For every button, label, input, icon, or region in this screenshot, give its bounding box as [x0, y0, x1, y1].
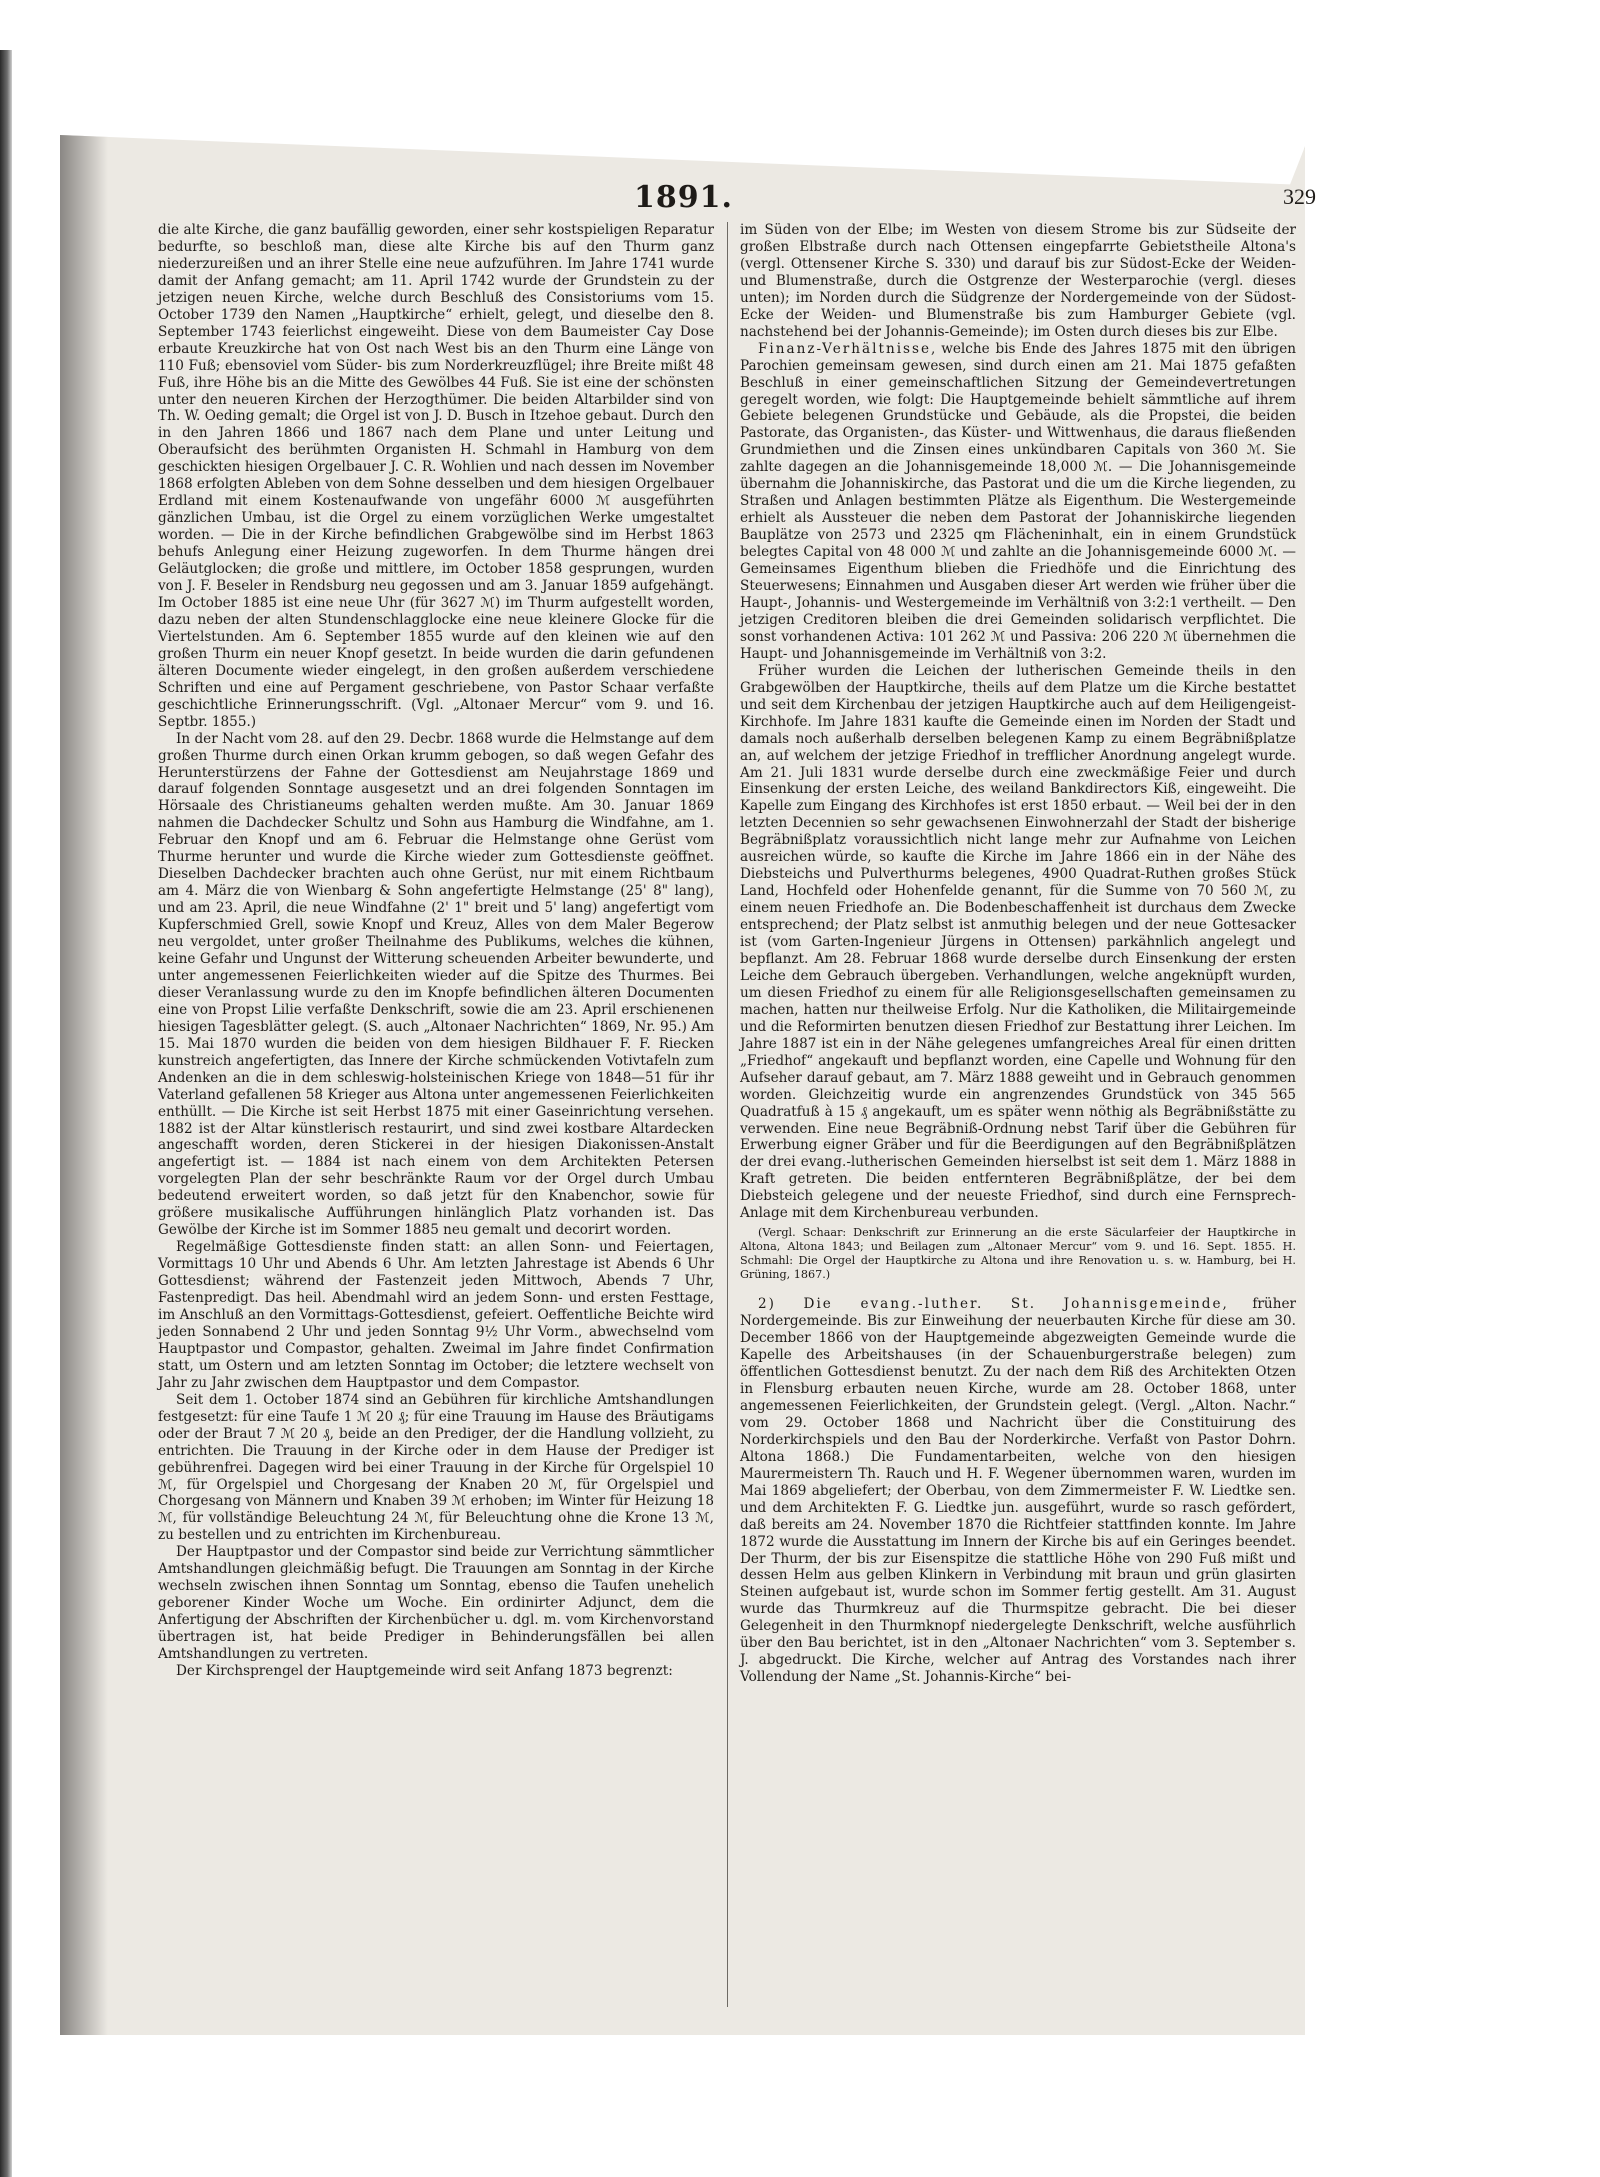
finance-heading: Finanz-Verhältnisse — [758, 340, 932, 357]
paragraph: die alte Kirche, die ganz baufällig geworden, einer sehr kostspieligen Reparatur bedurfte, so beschloß man, diese alte Kirche bis auf den Thurm ganz niederzureißen und an ihrer Stelle eine neue aufzuführen. Im Jahre 1741 wurde damit der Anfang gemacht; am 11. April 1742 wurde der Grundstein zu der jetzigen neuen Kirche, welche durch Beschluß des Consistoriums vom 15. October 1739 den Namen „Hauptkirche“ erhielt, gelegt, und dieselbe den 8. September 1743 feierlichst eingeweiht. Diese von dem Baumeister Cay Dose erbaute Kreuzkirche hat von Ost nach West bis an den Thurm eine Länge von 110 Fuß; ebensoviel vom Süder- bis zum Norderkreuzflügel; ihre Breite mißt 48 Fuß, ihre Höhe bis an die Mitte des Gewölbes 44 Fuß. Sie ist eine der schönsten unter den neueren Kirchen der Herzogthümer. Die beiden Altarbilder sind von Th. W. Oeding gemalt; die Orgel ist von J. D. Busch in Itzehoe gebaut. Durch den in den Jahren 1866 und 1867 nach dem Plane und unter Leitung und Oberaufsicht des berühmten Organisten H. Schmahl in Hamburg von dem geschickten hiesigen Orgelbauer J. C. R. Wohlien und nach dessen im November 1868 erfolgten Ableben von dem Sohne desselben und dem hiesigen Orgelbauer Erdland mit einem Kostenaufwande von ungefähr 6000 ℳ ausgeführten gänzlichen Umbau, ist die Orgel zu einem vorzüglichen Werke umgestaltet worden. — Die in der Kirche befindlichen Grabgewölbe sind im Herbst 1863 behufs Anlegung einer Heizung zugeworfen. In dem Thurme hängen drei Geläutglocken; die große und mittlere, im October 1858 gesprungen, wurden von J. F. Beseler in Rendsburg neu gegossen und am 3. Januar 1859 aufgehängt. Im October 1885 ist eine neue Uhr (für 3627 ℳ) im Thurm aufgestellt worden, dazu neben der alten Stundenschlagglocke eine neue kleinere Glocke für die Viertelstunden. Am 6. September 1855 wurde auf den kleinen wie auf den großen Thurm ein neuer Knopf gesetzt. In beide wurden die darin gefundenen älteren Documente wieder eingelegt, in den großen außerdem verschiedene Schriften und eine auf Pergament geschriebene, von Pastor Schaar verfaßte geschichtliche Erinnerungsschrift. (Vgl. „Altonaer Mercur“ vom 9. und 16. Septbr. 1855.) — [158, 222, 715, 730]
paragraph: In der Nacht vom 28. auf den 29. Decbr. 1868 wurde die Helmstange auf dem großen Thurme durch einen Orkan krumm gebogen, so daß wegen Gefahr des Herunterstürzens der Fahne der Gottesdienst am Neujahrstage 1869 und darauf folgenden Sonntage ausgesetzt und an drei folgenden Sonntagen im Hörsaale des Christianeums gehalten werden mußte. Am 30. Januar 1869 nahmen die Dachdecker Schultz und Sohn aus Hamburg die Windfahne, am 1. Februar den Knopf und am 6. Februar die Helmstange ohne Gerüst vom Thurme herunter und wurde die Kirche wieder zum Gottesdienste geöffnet. Dieselben Dachdecker brachten auch ohne Gerüst, nur mit einem Richtbaum am 4. März die von Wienbarg & Sohn angefertigte Helmstange (25' 8" lang), und am 23. April, die neue Windfahne (2' 1" breit und 5' lang) angefertigt vom Kupferschmied Grell, sowie Knopf und Kreuz, Alles von dem Maler Begerow neu vergoldet, unter großer Theilnahme des Publikums, welches die kühnen, keine Gefahr und Ungunst der Witterung scheuenden Arbeiter bewunderte, und unter angemessenen Feierlichkeiten wieder auf die Spitze des Thurmes. Bei dieser Veranlassung wurde zu den im Knopfe befindlichen älteren Documenten eine von Propst Lilie verfaßte Denkschrift, sowie die am 23. April erschienenen hiesigen Tagesblätter gelegt. (S. auch „Altonaer Nachrichten“ 1869, Nr. 95.) Am 15. Mai 1870 wurden die beiden von dem hiesigen Bildhauer F. F. Riecken kunstreich angefertigten, das Innere der Kirche schmückenden Votivtafeln zum Andenken an die in dem schleswig-holsteinischen Kriege von 1848—51 für ihr Vaterland gefallenen 58 Krieger aus Altona unter angemessenen Feierlichkeiten enthüllt. — Die Kirche ist seit Herbst 1875 mit einer Gaseinrichtung versehen. 1882 ist der Altar künstlerisch restaurirt, und sind zwei kostbare Altardecken angeschafft worden, deren Stickerei in der hiesigen Diakonissen-Anstalt angefertigt ist. — 1884 ist nach einem von dem Architekten Petersen vorgelegten Plan der sehr beschränkte Raum vor der Orgel durch Umbau bedeutend erweitert worden, so daß jetzt für den Knabenchor, sowie für größere musikalische Aufführungen hinlänglich Platz vorhanden ist. Das Gewölbe der Kirche ist im Sommer 1885 neu gemalt und decorirt worden. — [158, 730, 714, 1239]
johannis-heading: 2) Die evang.-luther. St. Johannisgemeinde — [758, 1296, 1223, 1313]
paragraph: Der Hauptpastor und der Compastor sind beide zur Verrichtung sämmtlicher Amtshandlungen gleichmäßig befugt. Die Trauungen am Sonntag in der Kirche wechseln zwischen ihnen Sonntag um Sonntag, ebenso die Taufen unehelich geborener Kinder Woche um Woche. Ein ordinirter Adjunct, dem die Anfertigung der Abschriften der Kirchenbücher u. dgl. m. vom Kirchenvorstand übertragen ist, hat beide Prediger in Behinderungsfällen bei allen Amtshandlungen zu vertreten. — [158, 1544, 714, 1663]
finance-text: , welche bis Ende des Jahres 1875 mit den übrigen Parochien gemeinsam gewesen, sind durch einen am 21. Mai 1875 gefaßten Beschluß in einer gemeinschaftlichen Sitzung der Gemeindevertretungen geregelt worden, wie folgt: Die Hauptgemeinde behielt sämmtliche auf ihrem Gebiete belegenen Grundstücke und Gebäude, als die Propstei, die beiden Pastorate, das Organisten-, das Küster- und Wittwenhaus, die daraus fließenden Grundmiethen und die Zinsen eines unkündbaren Capitals von 360 ℳ. Sie zahlte dagegen an die Johannisgemeinde 18,000 ℳ. — Die Johannisgemeinde übernahm die Johanniskirche, das Pastorat und die um die Kirche liegenden, zu Straßen und Anlagen bestimmten Plätze als Eigenthum. Die Westergemeinde erhielt als Aussteuer die neben dem Pastorat der Johanniskirche liegenden Bauplätze von 2573 und 2325 qm Flächeninhalt, ein in einem Grundstück belegtes Capital von 48 000 ℳ und zahlte an die Johannisgemeinde 6000 ℳ. — Gemeinsames Eigenthum blieben die Friedhöfe und die Einrichtung des Steuerwesens; Einnahmen und Ausgaben dieser Art werden wie früher über die Haupt-, Johannis- und Westergemeinde im Verhältniß von 3:2:1 vertheilt. — Den jetzigen Creditoren bleiben die drei Gemeinden solidarisch verpflichtet. Die sonst vorhandenen Activa: 101 262 ℳ und Passiva: 206 220 ℳ übernehmen die Haupt- und Johannisgemeinde im Verhältniß von 3:2. — [740, 340, 1296, 662]
right-text-column — [740, 222, 1296, 2007]
johannis-text: , früher Nordergemeinde. Bis zur Einweihung der neuerbauten Kirche für diese am 30. December 1866 von der Hauptgemeinde abgezweigten Gemeinde wurde die Kapelle des Arbeitshauses (in der Schauenburgerstraße belegen) zum öffentlichen Gottesdienst benutzt. Zu der nach dem Riß des Architekten Otzen in Flensburg erbauten neuen Kirche, wurde am 28. October 1868, unter angemessenen Feierlichkeiten, der Grundstein gelegt. (Vergl. „Alton. Nachr.“ vom 29. October 1868 und Nachricht über die Constituirung des Norderkirchspiels und den Bau der Norderkirche. Verfaßt von Pastor Dohrn. Altona 1868.) Die Fundamentarbeiten, welche von den hiesigen Maurermeistern Th. Rauch und H. F. Wegener übernommen waren, wurden im Mai 1869 abgeliefert; der Oberbau, von dem Zimmermeister F. W. Liedtke sen. und dem Architekten F. G. Liedtke jun. ausgeführt, wurde so rasch gefördert, daß bereits am 24. November 1870 die Richtfeier stattfinden konnte. Im Jahre 1872 wurde die Ausstattung im Innern der Kirche bis auf ein Geringes beendet. Der Thurm, der bis zur Eisenspitze die stattliche Höhe von 290 Fuß mißt und dessen Helm aus gelben Klinkern in Verbindung mit braun und grün glasirten Steinen aufgebaut ist, wurde schon im Sommer fertig gestellt. Am 31. August wurde das Thurmkreuz auf die Thurmspitze gebracht. Die bei dieser Gelegenheit in den Thurmknopf niedergelegte Denkschrift, welche ausführlich über den Bau berichtet, ist in den „Altonaer Nachrichten“ vom 3. September s. J. abgedruckt. Die Kirche, welcher auf Antrag des Vorstandes nach ihrer Vollendung der Name „St. Johannis-Kirche“ bei- — [740, 1296, 1296, 1686]
paragraph: Früher wurden die Leichen der lutherischen Gemeinde theils in den Grabgewölben der Hauptkirche, theils auf dem Platze um die Kirche bestattet und seit dem Kirchenbau der jetzigen Hauptkirche auch auf dem Heiligengeist-Kirchhofe. Im Jahre 1831 kaufte die Gemeinde einen im Norden der Stadt und damals noch außerhalb derselben belegenen Kamp zu einem Begräbnißplatze an, auf welchem der jetzige Friedhof in trefflicher Anordnung angelegt wurde. Am 21. Juli 1831 wurde derselbe durch eine zweckmäßige Feier und durch Einsenkung der ersten Leiche, des weiland Bankdirectors Kiß, eingeweiht. Die Kapelle zum Eingang des Kirchhofes ist erst 1850 erbaut. — Weil bei der in den letzten Decennien so sehr gewachsenen Einwohnerzahl der Stadt der bisherige Begräbnißplatz voraussichtlich nicht lange mehr zur Aufnahme von Leichen ausreichen würde, so kaufte die Kirche im Jahre 1866 ein in der Nähe des Diebsteichs und Pulverthurms belegenes, 4900 Quadrat-Ruthen großes Stück Land, Hochfeld oder Hohenfelde genannt, für die Summe von 70 560 ℳ, zu einem neuen Friedhofe an. Die Bodenbeschaffenheit ist durchaus dem Zwecke entsprechend; der Platz selbst ist anmuthig belegen und der neue Gottesacker ist (vom Garten-Ingenieur Jürgens in Ottensen) parkähnlich angelegt und bepflanzt. Am 28. Februar 1868 wurde derselbe durch Einsenkung der ersten Leiche dem Gebrauch übergeben. Verhandlungen, welche angeknüpft wurden, um diesen Friedhof zu einem für alle Religionsgesellschaften gemeinsamen zu machen, hatten nur theilweise Erfolg. Nur die Katholiken, die Militairgemeinde und die Reformirten benutzen diesen Friedhof zur Bestattung ihrer Leichen. Im Jahre 1887 ist ein in der Nähe gelegenes umfangreiches Areal für einen dritten „Friedhof“ angekauft und bepflanzt worden, eine Capelle und Wohnung für den Aufseher darauf gebaut, am 7. März 1888 geweiht und in Gebrauch genommen worden. Gleichzeitig wurde ein angrenzendes Grundstück von 345 565 Quadratfuß à 15 ₰ angekauft, um es später wenn nöthig als Begräbnißstätte zu verwenden. Eine neue Begräbniß-Ordnung nebst Tarif über die Gebühren für Erwerbung eigner Gräber und für die Beerdigungen auf den Begräbnißplätzen der drei evang.-lutherischen Gemeinden hierselbst ist seit dem 1. März 1888 in Kraft getreten. Die beiden entfernteren Begräbnißplätze, der bei dem Diebsteich gelegene und der neueste Friedhof, sind durch eine Fernsprech-Anlage mit dem Kirchenbureau verbunden. — [740, 662, 1296, 1222]
scan-edge — [0, 50, 12, 2177]
page-number: 329 — [1283, 184, 1316, 209]
column-divider — [727, 222, 728, 2007]
johannis-paragraph — [740, 1296, 1296, 1686]
finance-paragraph — [740, 341, 1296, 663]
left-text-column — [158, 222, 714, 2007]
page-header-year: 1891. — [634, 180, 733, 215]
paragraph: Regelmäßige Gottesdienste finden statt: an allen Sonn- und Feiertagen, Vormittags 10 Uhr und Abends 6 Uhr. Am letzten Jahrestage ist Abends 6 Uhr Gottesdienst; während der Fastenzeit jeden Mittwoch, Abends 7 Uhr, Fastenpredigt. Das heil. Abendmahl wird an jedem Sonn- und ersten Festtage, im Anschluß an den Vormittags-Gottesdienst, gefeiert. Oeffentliche Beichte wird jeden Sonnabend 2 Uhr und jeden Sonntag 9½ Uhr Vorm., abwechselnd vom Hauptpastor und Compastor, gehalten. Zweimal im Jahre findet Confirmation statt, um Ostern und am letzten Sonntag im October; die letztere wechselt von Jahr zu Jahr zwischen dem Hauptpastor und dem Compastor. — [158, 1239, 714, 1391]
paragraph: Seit dem 1. October 1874 sind an Gebühren für kirchliche Amtshandlungen festgesetzt: für eine Taufe 1 ℳ 20 ₰; für eine Trauung im Hause des Bräutigams oder der Braut 7 ℳ 20 ₰, beide an den Prediger, der die Handlung vollzieht, zu entrichten. Die Trauung in der Kirche oder in dem Hause der Prediger ist gebührenfrei. Dagegen wird bei einer Trauung in der Kirche für Orgelspiel 10 ℳ, für Orgelspiel und Chorgesang der Knaben 20 ℳ, für Orgelspiel und Chorgesang von Männern und Knaben 39 ℳ erhoben; im Winter für Heizung 18 ℳ, für vollständige Beleuchtung 24 ℳ, für Beleuchtung ohne die Krone 13 ℳ, zu bestellen und zu entrichten im Kirchenbureau. — [158, 1391, 714, 1544]
paragraph: Der Kirchsprengel der Hauptgemeinde wird seit Anfang 1873 begrenzt: — [176, 1663, 673, 1680]
reference-note: (Vergl. Schaar: Denkschrift zur Erinnerung an die erste Säcularfeier der Hauptkirche in Altona, Altona 1843; und Beilagen zum „Altonaer Mercur“ vom 9. und 16. Sept. 1855. H. Schmahl: Die Orgel der Hauptkirche zu Altona und ihre Renovation u. s. w. Hamburg, bei H. Grüning, 1867.) — [740, 1226, 1296, 1282]
page-gutter-shadow — [60, 135, 108, 2035]
paragraph: im Süden von der Elbe; im Westen von diesem Strome bis zur Südseite der großen Elbstraße durch nach Ottensen eingepfarrte Gebietstheile Altona's (vergl. Ottensener Kirche S. 330) und darauf bis zur Südost-Ecke der Weiden- und Blumenstraße, durch die Ostgrenze der Westerparochie (vergl. dieses unten); im Norden durch die Südgrenze der Nordergemeinde von der Südost-Ecke der Weiden- und Blumenstraße bis zum Hamburger Gebiete (vgl. nachstehend bei der Johannis-Gemeinde); im Osten durch dieses bis zur Elbe. — [740, 222, 1296, 340]
